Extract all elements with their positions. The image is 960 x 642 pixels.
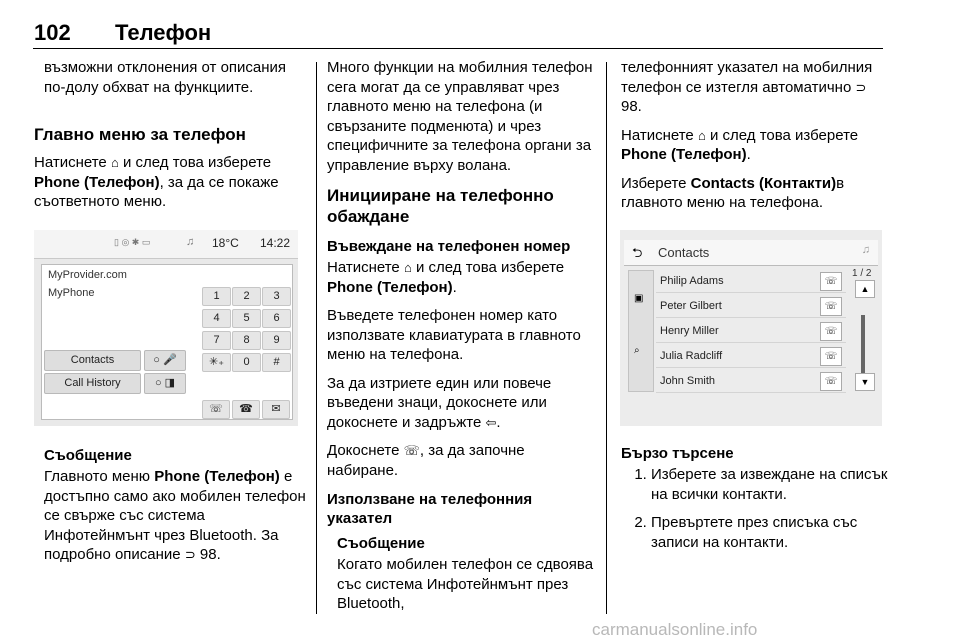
header-rule xyxy=(33,48,883,49)
phone-icon: ☏ xyxy=(403,443,420,458)
music-icon: ♫ xyxy=(861,244,870,256)
home-icon: ⌂ xyxy=(697,127,706,143)
contact-name: Philip Adams xyxy=(660,275,724,287)
contact-list-icon[interactable]: ▣ xyxy=(634,293,644,304)
keypad-key[interactable]: 1 xyxy=(202,287,231,306)
contact-row[interactable] xyxy=(656,370,846,393)
reference-icon: ⊃ xyxy=(184,547,196,562)
backspace-icon: ⇦ xyxy=(485,414,497,430)
contacts-button[interactable]: Contacts xyxy=(44,350,141,371)
contacts-title-bar xyxy=(624,240,878,266)
contact-name: Julia Radcliff xyxy=(660,350,723,362)
contact-name: Henry Miller xyxy=(660,325,719,337)
keypad-key[interactable]: ✳₊ xyxy=(202,353,231,372)
handsfree-button[interactable]: ○ ◨ xyxy=(144,373,186,394)
paragraph: Много функции на мобилния телефон сега могат да се управляват чрез главното меню на телефона (и свързаните подменюта) и чрез специфичните за телефона органи за управление върху волана. xyxy=(327,59,593,174)
page-title: Телефон xyxy=(115,20,212,45)
list-item: 1. Изберете за извеждане на списък на всички контакти. xyxy=(651,465,889,504)
back-icon[interactable]: ⮌ xyxy=(632,245,643,260)
paragraph: Натиснете ⌂ и след това изберете Phone (Телефон). xyxy=(327,259,565,296)
note-heading: Съобщение xyxy=(337,535,425,552)
provider-label: MyProvider.com xyxy=(48,269,127,281)
paragraph: Изберете Contacts (Контакти)в главното меню на телефона. xyxy=(621,174,845,211)
keypad-key[interactable]: 3 xyxy=(262,287,291,306)
keypad-key[interactable]: 5 xyxy=(232,309,261,328)
call-contact-button[interactable]: ☏ xyxy=(820,297,842,316)
note-text: Когато мобилен телефон се сдвоява със система Инфотейнмънт през Bluetooth, xyxy=(337,556,594,612)
column-1-main xyxy=(34,124,306,221)
clock: 14:22 xyxy=(260,236,291,250)
scroll-down-button[interactable]: ▼ xyxy=(855,373,875,391)
keypad-key[interactable]: # xyxy=(262,353,291,372)
phone-main-menu-screenshot xyxy=(34,230,298,426)
column-divider xyxy=(606,62,607,614)
scrollbar[interactable] xyxy=(861,315,865,373)
note-1 xyxy=(44,446,306,574)
contact-row[interactable] xyxy=(656,320,846,343)
keypad-key[interactable]: 4 xyxy=(202,309,231,328)
paragraph: телефонният указател на мобилния телефон се изтегля автоматично ⊃ 98. xyxy=(621,59,873,115)
section-heading: Главно меню за телефон xyxy=(34,125,246,144)
phone-name: MyPhone xyxy=(48,287,95,299)
subsection-heading: Въвеждане на телефонен номер xyxy=(327,238,571,255)
column-3 xyxy=(621,58,889,222)
phone-panel xyxy=(41,264,293,420)
contacts-sidebar xyxy=(628,270,654,392)
music-icon: ♫ xyxy=(186,236,195,248)
paragraph: Докоснете ☏, за да започне набиране. xyxy=(327,442,525,479)
keypad-key[interactable]: 2 xyxy=(232,287,261,306)
note-2 xyxy=(327,534,599,614)
contact-name: Peter Gilbert xyxy=(660,300,722,312)
home-icon: ⌂ xyxy=(403,260,412,275)
keypad-key[interactable]: 7 xyxy=(202,331,231,350)
call-button[interactable]: ☏ xyxy=(202,400,230,419)
contacts-title: Contacts xyxy=(658,245,710,260)
paragraph: възможни отклонения от описания по-долу обхват на функциите. xyxy=(44,59,287,96)
contact-row[interactable] xyxy=(656,295,846,318)
column-divider xyxy=(316,62,317,614)
contacts-screenshot xyxy=(620,230,882,426)
home-icon: ⌂ xyxy=(110,155,119,170)
paragraph: Натиснете ⌂ и след това изберете Phone (Телефон), за да се покаже съответното меню. xyxy=(34,154,279,210)
quick-search-section xyxy=(621,444,889,561)
keypad-key[interactable]: 0 xyxy=(232,353,261,372)
scroll-up-button[interactable]: ▲ xyxy=(855,280,875,298)
keypad-key[interactable]: 8 xyxy=(232,331,261,350)
call-history-button[interactable]: Call History xyxy=(44,373,141,394)
list-item: 2. Превъртете през списъка със записи на контакти. xyxy=(651,513,889,552)
watermark: carmanualsonline.info xyxy=(592,620,758,639)
mute-button[interactable]: ○ 🎤 xyxy=(144,350,186,371)
voicemail-button[interactable]: ✉ xyxy=(262,400,290,419)
status-bar xyxy=(34,230,298,259)
subsection-heading: Бързо търсене xyxy=(621,445,734,462)
page-number: 102 xyxy=(34,20,71,45)
column-2 xyxy=(327,58,599,623)
contact-name: John Smith xyxy=(660,375,716,387)
contact-row[interactable] xyxy=(656,270,846,293)
hangup-button[interactable]: ☎ xyxy=(232,400,260,419)
contact-row[interactable] xyxy=(656,345,846,368)
note-heading: Съобщение xyxy=(44,447,132,464)
call-contact-button[interactable]: ☏ xyxy=(820,372,842,391)
paragraph: Натиснете ⌂ и след това изберете Phone (Телефон). xyxy=(621,126,859,163)
note-text: Главното меню Phone (Телефон) е достъпно само ако мобилен телефон се свърже със система Инфотейнмънт чрез Bluetooth. За подробно описание ⊃ 98. xyxy=(44,468,306,563)
call-contact-button[interactable]: ☏ xyxy=(820,272,842,291)
call-contact-button[interactable]: ☏ xyxy=(820,347,842,366)
call-contact-button[interactable]: ☏ xyxy=(820,322,842,341)
subsection-heading: Използване на телефонния указател xyxy=(327,491,533,527)
page-indicator: 1 / 2 xyxy=(852,268,872,279)
temperature: 18°C xyxy=(212,236,239,250)
section-heading: Иницииране на телефонно обаждане xyxy=(327,186,554,226)
steps-list xyxy=(621,465,889,552)
paragraph: Въведете телефонен номер като използвате клавиатурата в главното меню на телефона. xyxy=(327,307,581,363)
column-1 xyxy=(44,58,306,106)
keypad-key[interactable]: 9 xyxy=(262,331,291,350)
paragraph: За да изтриете един или повече въведени знаци, докоснете или докоснете и задръжте ⇦. xyxy=(327,374,552,431)
reference-icon: ⊃ xyxy=(855,79,867,95)
search-icon[interactable]: ⌕ xyxy=(634,345,640,356)
status-icons: ▯ ◎ ✱ ▭ xyxy=(114,237,151,247)
keypad-key[interactable]: 6 xyxy=(262,309,291,328)
